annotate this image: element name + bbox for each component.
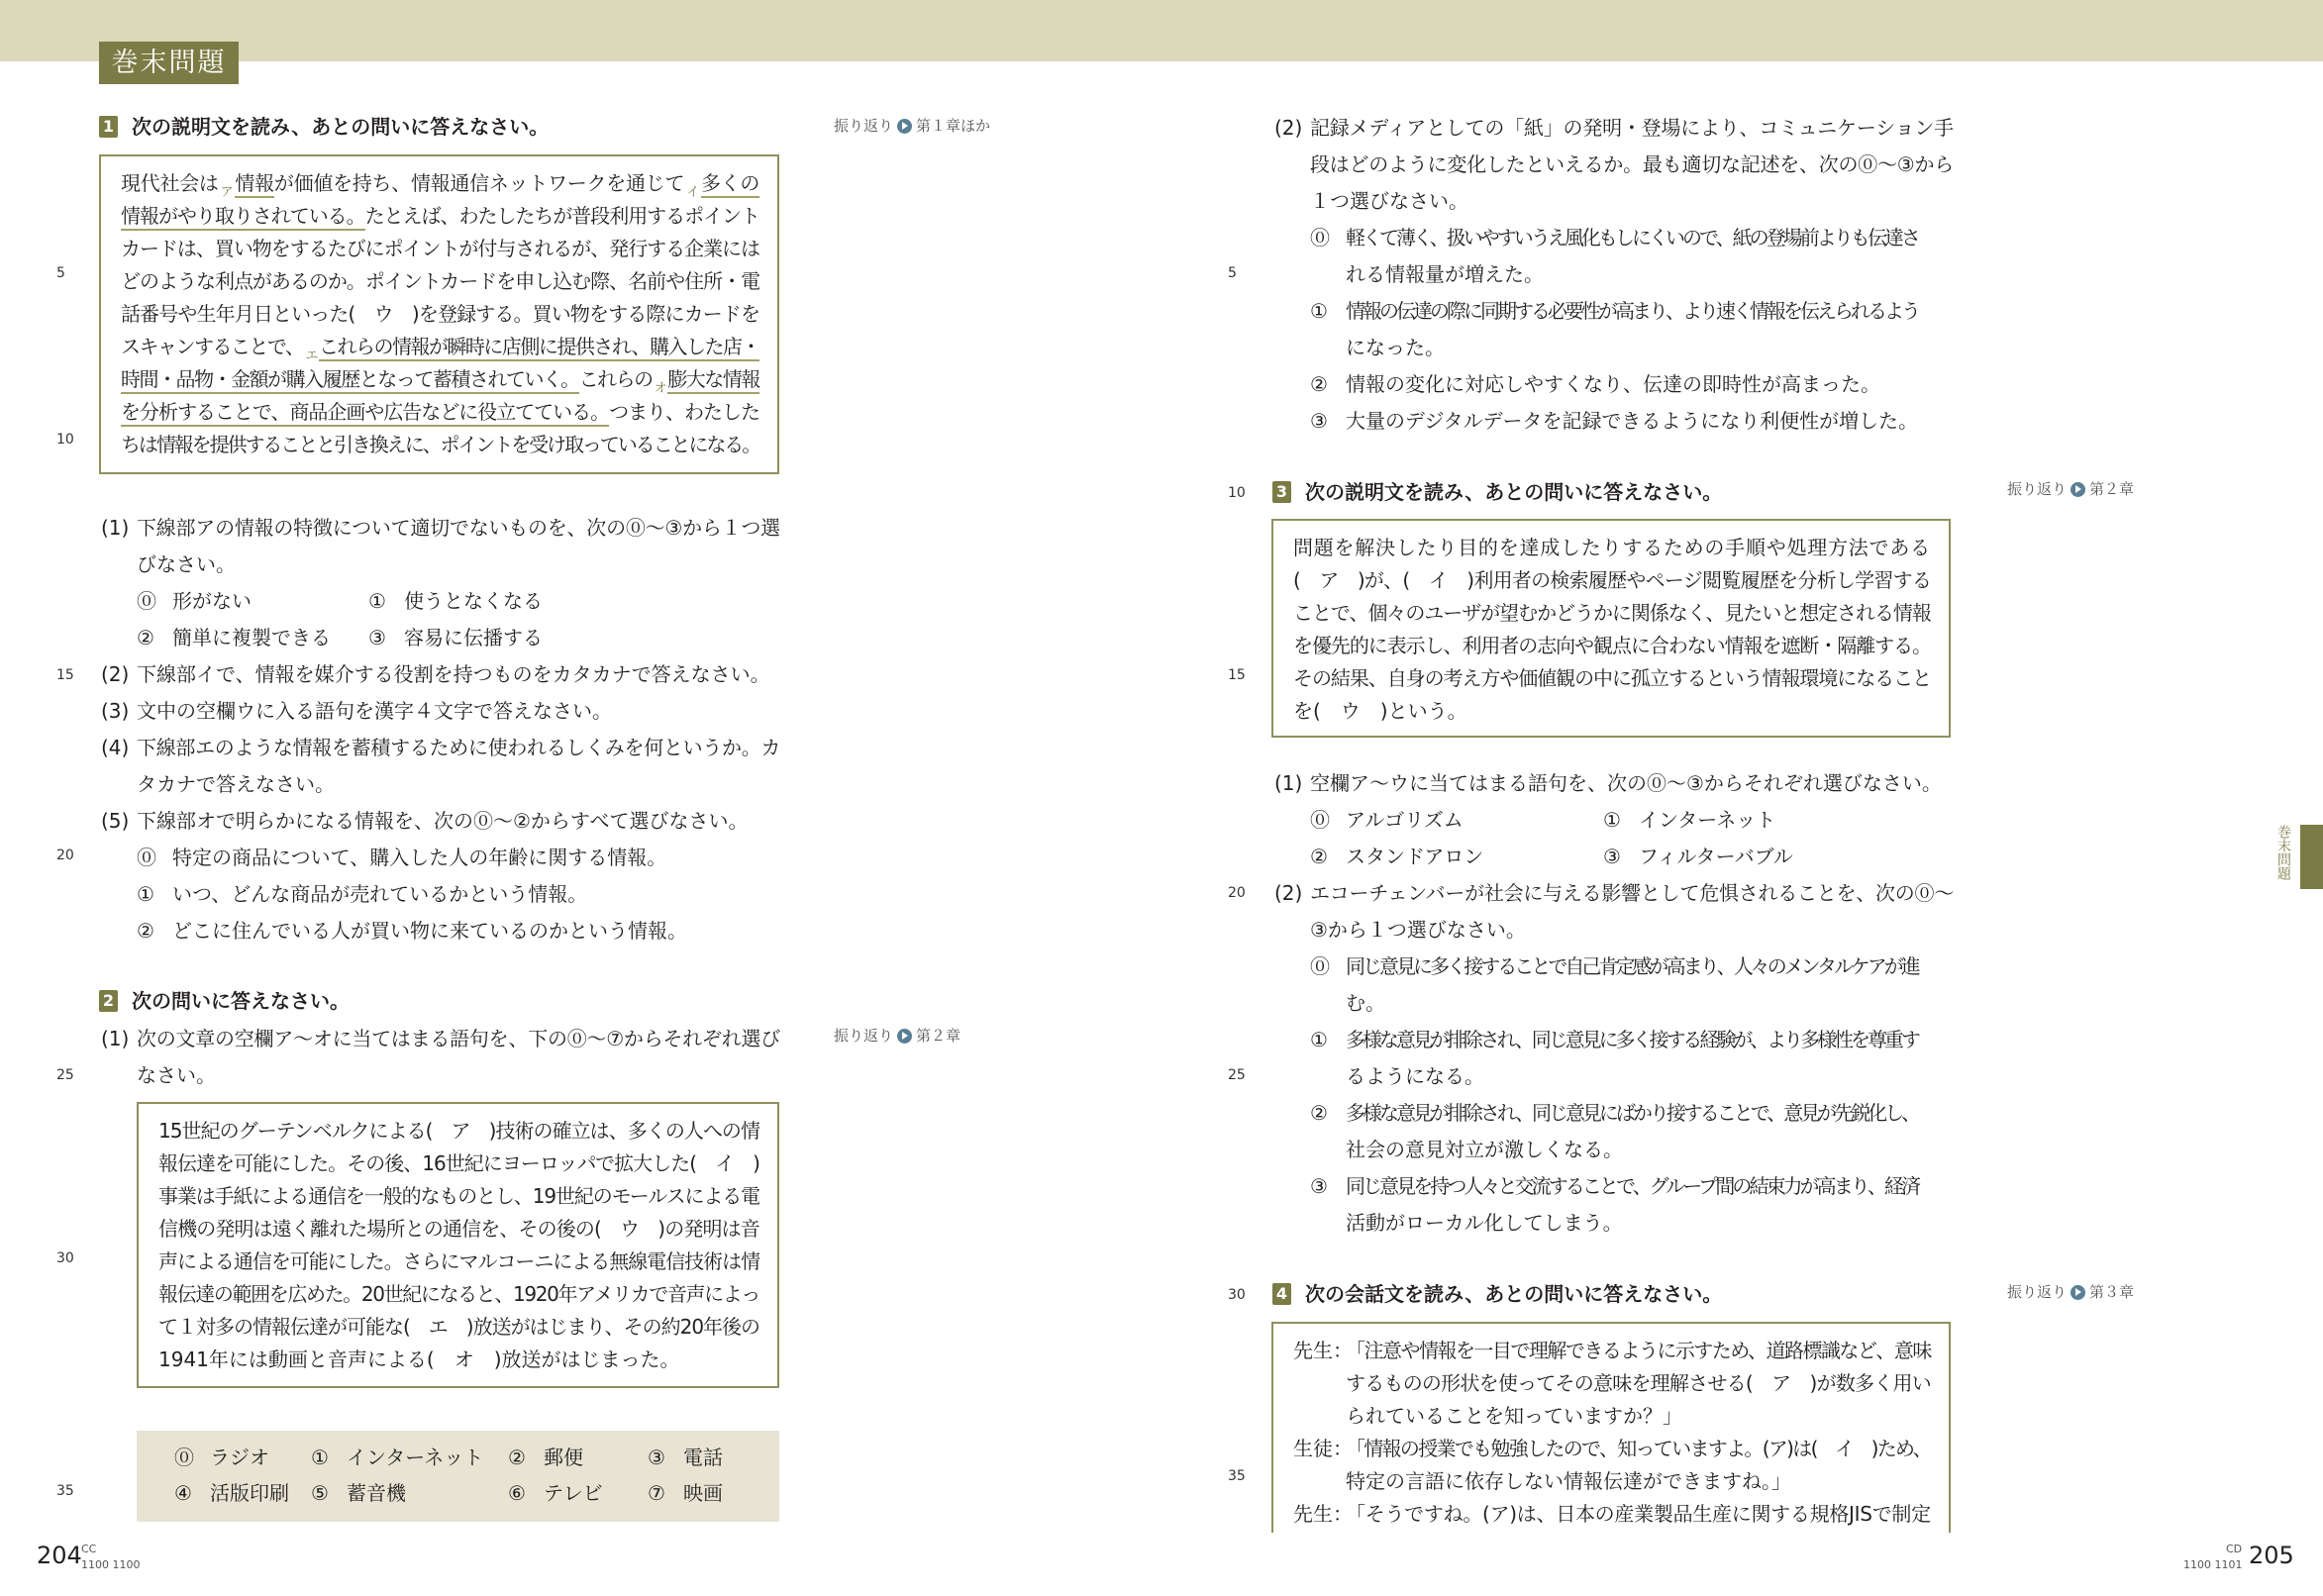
section-3-heading xyxy=(1272,477,1722,507)
section-2-questions xyxy=(101,1021,780,1094)
question-text: 文中の空欄ウに入る語句を漢字４文字で答えなさい。 xyxy=(137,699,612,723)
line-number: 10 xyxy=(56,432,74,448)
choice-text-line: いつ、どんな商品が売れているかという情報。 xyxy=(172,882,588,906)
question-line xyxy=(101,547,780,583)
choice-text xyxy=(172,876,745,913)
passage-line xyxy=(121,396,759,429)
choice-number: ⓪ xyxy=(174,1446,194,1469)
text-segment: 報伝達の範囲を広めた。20世紀になると、1920年アメリカで音声によっ xyxy=(158,1282,759,1306)
review-label: 振り返り xyxy=(834,117,894,135)
question-text: タカナで答えなさい。 xyxy=(137,772,335,796)
question-text: なさい。 xyxy=(137,1063,216,1087)
question-line xyxy=(1274,147,1954,183)
choice-text xyxy=(1346,1022,1918,1095)
line-number: 25 xyxy=(1228,1067,1246,1083)
speaker-label: 先生： xyxy=(1293,1339,1353,1362)
choice-number: ② xyxy=(137,919,154,943)
question-line xyxy=(1274,912,1954,948)
question-line xyxy=(101,730,780,766)
dialogue-box xyxy=(1271,1322,1951,1533)
review-label: 振り返り xyxy=(834,1027,894,1045)
passage-line xyxy=(121,429,759,461)
choice-text: ラジオ xyxy=(210,1446,269,1469)
underlined-segment: 多くの xyxy=(701,171,759,198)
text-segment: たとえば、わたしたちが普段利用するポイント xyxy=(364,204,759,228)
page-code: CD xyxy=(2226,1543,2243,1555)
line-number: 30 xyxy=(1228,1287,1246,1303)
answer-choice xyxy=(648,1440,723,1475)
section-3-questions xyxy=(1274,765,1954,1242)
question-line xyxy=(101,766,780,803)
section-title: 次の会話文を読み、あとの問いに答えなさい。 xyxy=(1305,1282,1723,1306)
dialogue-turn xyxy=(1293,1498,1931,1531)
choice-row xyxy=(101,913,780,949)
question-line xyxy=(101,803,780,840)
speaker-label: 先生： xyxy=(1293,1502,1353,1526)
choice-number: ⑦ xyxy=(648,1481,665,1505)
question-line xyxy=(1274,110,1954,147)
text-segment: 15世紀のグーテンベルクによる( ア )技術の確立は、多くの人への情 xyxy=(158,1119,760,1143)
line-number: 35 xyxy=(56,1483,74,1499)
line-number: 20 xyxy=(1228,885,1246,901)
choice-text xyxy=(172,620,364,656)
choice-row xyxy=(101,620,780,656)
choice-number: ① xyxy=(137,882,154,906)
choice-text xyxy=(1346,293,1918,366)
choice-number: ② xyxy=(508,1446,526,1469)
page-title: 巻末問題 xyxy=(99,42,239,84)
text-segment: ことで、個々のユーザが望むかどうかに関係なく、見たいと想定される情報 xyxy=(1293,601,1931,625)
dialogue-line: 「注意や情報を一目で理解できるように示すため、道路標識など、意味 xyxy=(1346,1339,1931,1362)
question xyxy=(101,656,780,693)
choice-text xyxy=(172,840,745,876)
question xyxy=(101,803,780,840)
choice-number: ② xyxy=(1310,372,1328,396)
passage-line xyxy=(1293,695,1931,728)
section-title: 次の問いに答えなさい。 xyxy=(132,989,350,1013)
section-number: 1 xyxy=(99,116,118,138)
passage-line xyxy=(1293,564,1931,597)
answer-choice xyxy=(174,1440,269,1475)
question-line xyxy=(101,1057,780,1094)
choice-text xyxy=(172,583,364,620)
choice-number: ③ xyxy=(1310,409,1328,433)
choice-text xyxy=(1639,802,1831,839)
underlined-segment: 情報 xyxy=(235,171,273,198)
text-segment: 問題を解決したり目的を達成したりするための手順や処理方法である xyxy=(1293,536,1931,559)
answer-choice xyxy=(174,1475,289,1511)
side-tab-label: 巻末問題 xyxy=(2275,825,2291,880)
underline-marker: エ xyxy=(305,349,317,363)
choice-text-line: 多様な意見が排除され、同じ意見にばかり接することで、意見が先鋭化し、 xyxy=(1346,1101,1919,1125)
question-label: (1) xyxy=(101,1027,130,1050)
section-number: 2 xyxy=(99,990,118,1012)
passage-line xyxy=(158,1246,759,1278)
question-label: (3) xyxy=(101,699,130,723)
text-segment: 事業は手紙による通信を一般的なものとし、19世紀のモールスによる電 xyxy=(158,1184,760,1208)
passage-line xyxy=(1293,532,1931,564)
passage-line xyxy=(158,1311,759,1344)
choice-number: ③ xyxy=(368,626,386,649)
dialogue-text xyxy=(1346,1335,1931,1433)
question-text: １つ選びなさい。 xyxy=(1310,189,1468,213)
choice-number: ① xyxy=(1603,808,1621,832)
review-chapter: 第３章 xyxy=(2089,1283,2135,1301)
passage-line xyxy=(121,331,759,363)
choice-text xyxy=(1346,802,1538,839)
choice-row xyxy=(1274,802,1954,839)
dialogue-turn xyxy=(1293,1433,1931,1498)
choice-text xyxy=(1639,839,1831,875)
play-arrow-icon xyxy=(2070,1285,2085,1300)
section-1-question-2 xyxy=(1274,110,1954,440)
passage-text xyxy=(1293,532,1931,728)
question-line xyxy=(101,1021,780,1057)
choice-text-line: れる情報量が増えた。 xyxy=(1346,262,1544,286)
text-segment: 現代社会は xyxy=(121,171,219,195)
text-segment: 話番号や生年月日といった( ウ )を登録する。買い物をする際にカードを xyxy=(121,302,760,326)
choice-row xyxy=(1274,293,1954,366)
choice-row xyxy=(1274,1022,1954,1095)
choice-row xyxy=(101,583,780,620)
underlined-segment: 情報がやり取りされている。 xyxy=(121,204,365,231)
passage-box-1 xyxy=(99,154,779,474)
passage-line xyxy=(121,233,759,265)
underlined-segment: 膨大な情報 xyxy=(667,367,759,394)
choice-row xyxy=(1274,403,1954,440)
question-text: びなさい。 xyxy=(137,552,236,576)
choice-number: ③ xyxy=(1603,845,1621,868)
underline-marker: イ xyxy=(686,185,699,200)
answer-choice xyxy=(648,1475,723,1511)
page-code: CC xyxy=(81,1543,97,1555)
question-label: (2) xyxy=(101,662,130,686)
passage-text xyxy=(158,1115,759,1376)
choice-text-line: どこに住んでいる人が買い物に来ているのかという情報。 xyxy=(172,919,687,943)
text-segment: 1941年には動画と音声による( オ )放送がはじまった。 xyxy=(158,1347,680,1371)
choice-text xyxy=(404,583,596,620)
answer-choice xyxy=(311,1475,406,1511)
choice-row xyxy=(1274,839,1954,875)
review-chapter: 第２章 xyxy=(916,1027,961,1045)
choice-text-line: 軽くて薄く、扱いやすいうえ風化もしにくいので、紙の登場前よりも伝達さ xyxy=(1346,226,1918,249)
choice-number: ② xyxy=(1310,845,1328,868)
choice-text xyxy=(1346,1168,1918,1242)
text-segment: スキャンすることで、 xyxy=(121,335,304,358)
question-label: (2) xyxy=(1274,116,1303,140)
choice-row xyxy=(1274,1168,1954,1242)
text-segment: つまり、わたした xyxy=(609,400,759,424)
text-segment: ちは情報を提供することと引き換えに、ポイントを受け取っていることになる。 xyxy=(121,433,760,456)
choice-text: 映画 xyxy=(683,1481,723,1505)
question xyxy=(101,510,780,583)
choice-text-line: インターネット xyxy=(1639,808,1776,832)
choice-text-line: 特定の商品について、購入した人の年齢に関する情報。 xyxy=(172,846,667,869)
question-text: 段はどのように変化したといえるか。最も適切な記述を、次の⓪～③から xyxy=(1310,152,1955,176)
choice-text-line: 社会の意見対立が激しくなる。 xyxy=(1346,1138,1623,1161)
dialogue-line: 特定の言語に依存しない情報伝達ができますね。」 xyxy=(1346,1469,1791,1493)
question-text: 記録メディアとしての「紙」の発明・登場により、コミュニケーション手 xyxy=(1310,116,1954,140)
passage-line xyxy=(1293,597,1931,630)
review-chapter: 第１章ほか xyxy=(916,117,991,135)
choice-text xyxy=(1346,1095,1918,1168)
line-number: 15 xyxy=(56,667,74,683)
choice-text-line: スタンドアロン xyxy=(1346,845,1484,868)
choice-text xyxy=(1346,948,1918,1022)
review-link[interactable] xyxy=(2007,478,2134,500)
passage-text xyxy=(121,167,759,461)
question-label: (4) xyxy=(101,736,130,759)
passage-line xyxy=(158,1147,759,1180)
dialogue-text xyxy=(1346,1498,1931,1531)
speaker-label: 生徒： xyxy=(1293,1437,1353,1460)
question-text: 下線部イで、情報を媒介する役割を持つものをカタカナで答えなさい。 xyxy=(137,662,770,686)
choice-number: ① xyxy=(1310,1028,1328,1051)
dialogue-line: 「情報の授業でも勉強したので、知っていますよ。(ア)は( イ )ため、 xyxy=(1346,1437,1931,1460)
text-segment: を優先的に表示し、利用者の志向や観点に合わない情報を遮断・隔離する。 xyxy=(1293,634,1931,657)
choice-text-line: 同じ意見に多く接することで自己肯定感が高まり、人々のメンタルケアが進 xyxy=(1346,954,1918,978)
choice-number: ② xyxy=(1310,1101,1328,1125)
side-tab[interactable] xyxy=(2300,825,2323,889)
choice-text-line: 情報の変化に対応しやすくなり、伝達の即時性が高まった。 xyxy=(1346,372,1880,396)
choice-row xyxy=(1274,220,1954,293)
review-link[interactable] xyxy=(834,115,990,137)
underlined-segment: 時間・品物・金額が購入履歴となって蓄積されていく。 xyxy=(121,367,579,394)
section-4-heading xyxy=(1272,1279,1722,1309)
page-number-left: 204 xyxy=(37,1542,82,1569)
choice-number: ① xyxy=(1310,299,1328,323)
question-line xyxy=(1274,183,1954,220)
question xyxy=(1274,110,1954,220)
underlined-segment: これらの情報が瞬時に店側に提供され、購入した店・ xyxy=(319,335,759,361)
choice-number: ② xyxy=(137,626,154,649)
text-segment: 声による通信を可能にした。さらにマルコーニによる無線電信技術は情 xyxy=(158,1249,760,1273)
choice-text: 電話 xyxy=(683,1446,723,1469)
choice-text-line: む。 xyxy=(1346,991,1385,1015)
choice-number: ③ xyxy=(1310,1174,1328,1198)
choice-row xyxy=(1274,366,1954,403)
passage-line xyxy=(121,298,759,331)
line-number: 25 xyxy=(56,1067,74,1083)
choice-text-line: るようになる。 xyxy=(1346,1064,1484,1088)
review-label: 振り返り xyxy=(2007,480,2068,498)
play-arrow-icon xyxy=(897,1029,912,1044)
passage-line xyxy=(121,265,759,298)
section-2-heading xyxy=(99,986,350,1016)
line-number: 35 xyxy=(1228,1468,1246,1484)
question xyxy=(1274,875,1954,948)
choice-number: ⓪ xyxy=(1310,226,1330,249)
question-line xyxy=(101,656,780,693)
passage-line xyxy=(158,1278,759,1311)
choice-text-line: 容易に伝播する xyxy=(404,626,543,649)
passage-line xyxy=(1293,630,1931,662)
review-link[interactable] xyxy=(834,1025,960,1047)
underline-marker: オ xyxy=(654,381,666,396)
text-segment: ( ア )が、( イ )利用者の検索履歴やページ閲覧履歴を分析し学習する xyxy=(1293,568,1932,592)
question-line xyxy=(1274,875,1954,912)
line-number: 30 xyxy=(56,1250,74,1266)
dialogue-text xyxy=(1346,1433,1931,1498)
choice-number: ④ xyxy=(174,1481,192,1505)
passage-box-2 xyxy=(137,1102,779,1388)
choice-number: ① xyxy=(311,1446,329,1469)
text-segment: これらの xyxy=(578,367,653,391)
underlined-segment: を分析することで、商品企画や広告などに役立てている。 xyxy=(121,400,609,427)
choice-text-line: 使うとなくなる xyxy=(404,589,543,613)
choice-text xyxy=(1346,403,1918,440)
answer-choices-box xyxy=(137,1431,779,1522)
choice-text-line: 活動がローカル化してしまう。 xyxy=(1346,1211,1623,1235)
choice-text xyxy=(1346,839,1538,875)
question xyxy=(1274,765,1954,802)
choice-row xyxy=(1274,1095,1954,1168)
answer-choice xyxy=(311,1440,483,1475)
choice-number: ⓪ xyxy=(1310,954,1330,978)
text-segment: どのような利点があるのか。ポイントカードを申し込む際、名前や住所・電 xyxy=(121,269,760,293)
dialogue-line: するものの形状を使ってその意味を理解させる( ア )が数多く用い xyxy=(1346,1371,1931,1395)
choice-number: ⑥ xyxy=(508,1481,526,1505)
play-arrow-icon xyxy=(2070,482,2085,497)
passage-line xyxy=(158,1344,759,1376)
line-number: 15 xyxy=(1228,667,1246,683)
choice-row xyxy=(1274,948,1954,1022)
choice-text-line: になった。 xyxy=(1346,336,1445,359)
text-segment: カードは、買い物をするたびにポイントが付与されるが、発行する企業には xyxy=(121,237,759,260)
choice-text-line: 同じ意見を持つ人々と交流することで、グループ間の結束力が高まり、経済 xyxy=(1346,1174,1919,1198)
choice-text: 活版印刷 xyxy=(210,1481,289,1505)
line-number: 20 xyxy=(56,848,74,863)
passage-line xyxy=(158,1180,759,1213)
line-number: 5 xyxy=(56,265,65,281)
line-number: 5 xyxy=(1228,265,1237,281)
question-label: (1) xyxy=(1274,771,1303,795)
question-line xyxy=(101,510,780,547)
question-text: 次の文章の空欄ア～オに当てはまる語句を、下の⓪～⑦からそれぞれ選び xyxy=(137,1027,781,1050)
dialogue-line: られていることを知っていますか？」 xyxy=(1346,1404,1682,1428)
review-label: 振り返り xyxy=(2007,1283,2068,1301)
question-label: (1) xyxy=(101,516,130,540)
question-text: 空欄ア～ウに当てはまる語句を、次の⓪～③からそれぞれ選びなさい。 xyxy=(1310,771,1942,795)
choice-text-line: 大量のデジタルデータを記録できるようになり利便性が増した。 xyxy=(1346,409,1918,433)
choice-number: ⓪ xyxy=(137,846,156,869)
question-label: (2) xyxy=(1274,881,1303,905)
passage-line xyxy=(121,200,759,233)
passage-line xyxy=(158,1213,759,1246)
choice-text-line: 多様な意見が排除され、同じ意見に多く接する経験が、より多様性を尊重す xyxy=(1346,1028,1918,1051)
question-text: エコーチェンバーが社会に与える影響として危惧されることを、次の⓪～ xyxy=(1310,881,1955,905)
text-segment: を( ウ )という。 xyxy=(1293,699,1467,723)
choice-text-line: 情報の伝達の際に同期する必要性が高まり、より速く情報を伝えられるよう xyxy=(1346,299,1918,323)
review-link[interactable] xyxy=(2007,1281,2134,1303)
choice-text xyxy=(1346,220,1918,293)
choice-text-line: フィルターバブル xyxy=(1639,845,1793,868)
play-arrow-icon xyxy=(897,119,912,134)
choice-text-line: アルゴリズム xyxy=(1346,808,1464,832)
text-segment: が価値を持ち、情報通信ネットワークを通じて xyxy=(273,171,685,195)
choice-row xyxy=(101,840,780,876)
question-text: 下線部アの情報の特徴について適切でないものを、次の⓪～③から１つ選 xyxy=(137,516,780,540)
choice-text: インターネット xyxy=(347,1446,484,1469)
choice-number: ⓪ xyxy=(137,589,156,613)
choice-text: 郵便 xyxy=(544,1446,583,1469)
choice-row xyxy=(101,876,780,913)
question-text: 下線部エのような情報を蓄積するために使われるしくみを何というか。カ xyxy=(137,736,781,759)
choice-number: ⑤ xyxy=(311,1481,329,1505)
underline-marker: ア xyxy=(220,185,234,200)
choice-number: ③ xyxy=(648,1446,665,1469)
question xyxy=(101,1021,780,1094)
question-text: ③から１つ選びなさい。 xyxy=(1310,918,1526,942)
choice-text-line: 形がない xyxy=(172,589,252,613)
section-title: 次の説明文を読み、あとの問いに答えなさい。 xyxy=(132,115,550,139)
choice-text xyxy=(172,913,745,949)
section-title: 次の説明文を読み、あとの問いに答えなさい。 xyxy=(1305,480,1723,504)
question-line xyxy=(1274,765,1954,802)
choice-text-line: 簡単に複製できる xyxy=(172,626,331,649)
answer-choice xyxy=(508,1475,603,1511)
question-label: (5) xyxy=(101,809,130,833)
choice-text xyxy=(404,620,596,656)
passage-line xyxy=(121,363,759,396)
text-segment: その結果、自身の考え方や価値観の中に孤立するという情報環境になること xyxy=(1293,666,1931,690)
choice-text: テレビ xyxy=(544,1481,603,1505)
page-number-right: 205 xyxy=(2249,1542,2294,1569)
question-line xyxy=(101,693,780,730)
section-number: 3 xyxy=(1272,481,1291,503)
text-segment: て１対多の情報伝達が可能な( エ )放送がはじまり、その約20年後の xyxy=(158,1315,760,1339)
text-segment: 信機の発明は遠く離れた場所との通信を、その後の( ウ )の発明は音 xyxy=(158,1217,759,1241)
choice-number: ① xyxy=(368,589,386,613)
answer-choice xyxy=(508,1440,583,1475)
text-segment: 報伝達を可能にした。その後、16世紀にヨーロッパで拡大した( イ ) xyxy=(158,1151,759,1175)
passage-line xyxy=(158,1115,759,1147)
dialogue-line: 「そうですね。(ア)は、日本の産業製品生産に関する規格JISで制定 xyxy=(1346,1502,1931,1526)
section-1-questions xyxy=(101,510,780,949)
dialogue-turn xyxy=(1293,1335,1931,1433)
question xyxy=(101,693,780,730)
passage-box-3 xyxy=(1271,519,1951,738)
passage-line xyxy=(121,167,759,200)
question-text: 下線部オで明らかになる情報を、次の⓪～②からすべて選びなさい。 xyxy=(137,809,749,833)
section-number: 4 xyxy=(1272,1283,1291,1305)
page-code: 1100 1100 xyxy=(81,1558,141,1571)
choice-text xyxy=(1346,366,1918,403)
passage-line xyxy=(1293,662,1931,695)
review-chapter: 第２章 xyxy=(2089,480,2135,498)
choice-text: 蓄音機 xyxy=(347,1481,406,1505)
line-number: 10 xyxy=(1228,485,1246,501)
header-band xyxy=(0,0,2323,61)
question xyxy=(101,730,780,803)
section-1-heading xyxy=(99,112,549,142)
page-code: 1100 1101 xyxy=(2183,1558,2243,1571)
choice-number: ⓪ xyxy=(1310,808,1330,832)
